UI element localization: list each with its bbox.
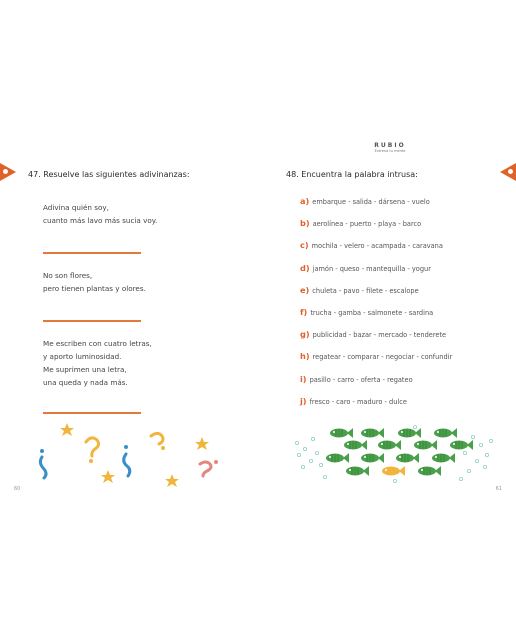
option-letter: h): [300, 351, 310, 361]
option-words: publicidad - bazar - mercado - tenderete: [312, 331, 447, 339]
option-f[interactable]: [300, 306, 433, 318]
bubble: [413, 425, 416, 428]
option-g[interactable]: [300, 328, 446, 340]
bubble: [309, 459, 312, 462]
exercise-47-title: [28, 170, 190, 179]
option-d[interactable]: [300, 262, 431, 274]
option-letter: g): [300, 329, 310, 339]
bubble: [303, 447, 306, 450]
riddle-line: No son flores,: [43, 271, 93, 280]
fish-icon: [344, 440, 367, 450]
bubble: [301, 465, 304, 468]
exercise-instruction: Encuentra la palabra intrusa:: [301, 170, 418, 179]
option-words: fresco - caro - maduro - dulce: [309, 398, 407, 406]
bubble: [295, 441, 298, 444]
page-number-left: 60: [14, 486, 21, 492]
question-mark-icon: [124, 454, 130, 476]
exercise-number: 48.: [286, 170, 299, 179]
bubble: [467, 469, 470, 472]
bubble: [483, 465, 486, 468]
option-words: chuleta - pavo - filete - escalope: [312, 287, 419, 295]
option-letter: j): [300, 396, 307, 406]
fish-icon: [346, 466, 369, 476]
fish-icon: [361, 428, 384, 438]
golden-fish-icon: [382, 466, 405, 476]
riddle-line: una queda y nada más.: [43, 378, 128, 387]
fish-icon: [396, 453, 419, 463]
riddle-line: Me escriben con cuatro letras,: [43, 339, 152, 348]
option-b[interactable]: [300, 217, 421, 229]
bubble: [319, 463, 322, 466]
bubble: [323, 475, 326, 478]
answer-line-2[interactable]: [43, 320, 141, 322]
bubble: [393, 479, 396, 482]
question-mark-dot: [124, 445, 128, 449]
bubble: [297, 453, 300, 456]
option-words: trucha - gamba - salmonete - sardina: [310, 309, 434, 317]
riddle-3: [43, 337, 152, 389]
left-page-tab-dot: [3, 169, 8, 174]
bubble: [479, 443, 482, 446]
fish-icon: [450, 440, 473, 450]
option-a[interactable]: [300, 195, 430, 207]
riddle-line: Adivina quién soy,: [43, 203, 109, 212]
riddle-2: [43, 269, 146, 295]
option-letter: a): [300, 196, 310, 206]
fish-icon: [434, 428, 457, 438]
question-mark-dot: [40, 449, 44, 453]
option-words: pasillo - carro - oferta - regateo: [309, 376, 413, 384]
option-letter: b): [300, 218, 310, 228]
answer-line-3[interactable]: [43, 412, 141, 414]
question-mark-icon: [151, 434, 163, 445]
logo-tagline: Entrena tu mente: [374, 149, 406, 153]
option-words: aerolínea - puerto - playa - barco: [312, 220, 422, 228]
fish-icon: [326, 453, 349, 463]
riddle-line: cuanto más lavo más sucia voy.: [43, 216, 158, 225]
option-e[interactable]: [300, 284, 419, 296]
option-letter: i): [300, 374, 307, 384]
option-words: jamón - queso - mantequilla - yogur: [312, 265, 431, 273]
option-letter: f): [300, 307, 308, 317]
riddle-line: Me suprimen una letra,: [43, 365, 127, 374]
publisher-logo: [365, 142, 415, 153]
question-mark-dot: [214, 460, 218, 464]
fish-icon: [398, 428, 421, 438]
bubble: [489, 439, 492, 442]
question-mark-dot: [161, 446, 165, 450]
fish-icon: [361, 453, 384, 463]
star-icon: [60, 423, 74, 436]
option-words: regatear - comparar - negociar - confundir: [312, 353, 453, 361]
bubble: [315, 451, 318, 454]
star-icon: [101, 470, 115, 483]
option-letter: d): [300, 263, 310, 273]
exercise-number: 47.: [28, 170, 41, 179]
option-words: mochila - velero - acampada - caravana: [311, 242, 443, 250]
page-number-right: 61: [495, 486, 502, 492]
option-j[interactable]: [300, 395, 407, 407]
question-mark-icon: [86, 438, 99, 456]
riddle-line: pero tienen plantas y olores.: [43, 284, 146, 293]
exercise-48-title: [286, 170, 418, 179]
fish-icon: [432, 453, 455, 463]
bubble: [471, 435, 474, 438]
fish-icon: [330, 428, 353, 438]
logo-name: RUBIO: [374, 142, 406, 149]
star-icon: [195, 437, 209, 450]
fish-icon: [418, 466, 441, 476]
riddle-1: [43, 201, 157, 227]
fish-school-illustration: [295, 425, 495, 485]
question-mark-icon: [40, 457, 46, 478]
option-c[interactable]: [300, 239, 443, 251]
exercise-instruction: Resuelve las siguientes adivinanzas:: [43, 170, 190, 179]
bubble: [463, 451, 466, 454]
option-h[interactable]: [300, 350, 452, 362]
option-letter: c): [300, 240, 309, 250]
question-marks-illustration: [30, 420, 230, 490]
fish-icon: [414, 440, 437, 450]
question-mark-icon: [200, 462, 211, 476]
answer-line-1[interactable]: [43, 252, 141, 254]
bubble: [475, 459, 478, 462]
option-words: embarque - salida - dársena - vuelo: [312, 198, 430, 206]
bubble: [459, 477, 462, 480]
bubble: [311, 437, 314, 440]
question-mark-dot: [89, 459, 93, 463]
right-page-tab-dot: [508, 169, 513, 174]
bubble: [485, 453, 488, 456]
option-i[interactable]: [300, 373, 413, 385]
option-letter: e): [300, 285, 310, 295]
star-icon: [165, 474, 179, 487]
fish-icon: [378, 440, 401, 450]
riddle-line: y aporto luminosidad.: [43, 352, 122, 361]
